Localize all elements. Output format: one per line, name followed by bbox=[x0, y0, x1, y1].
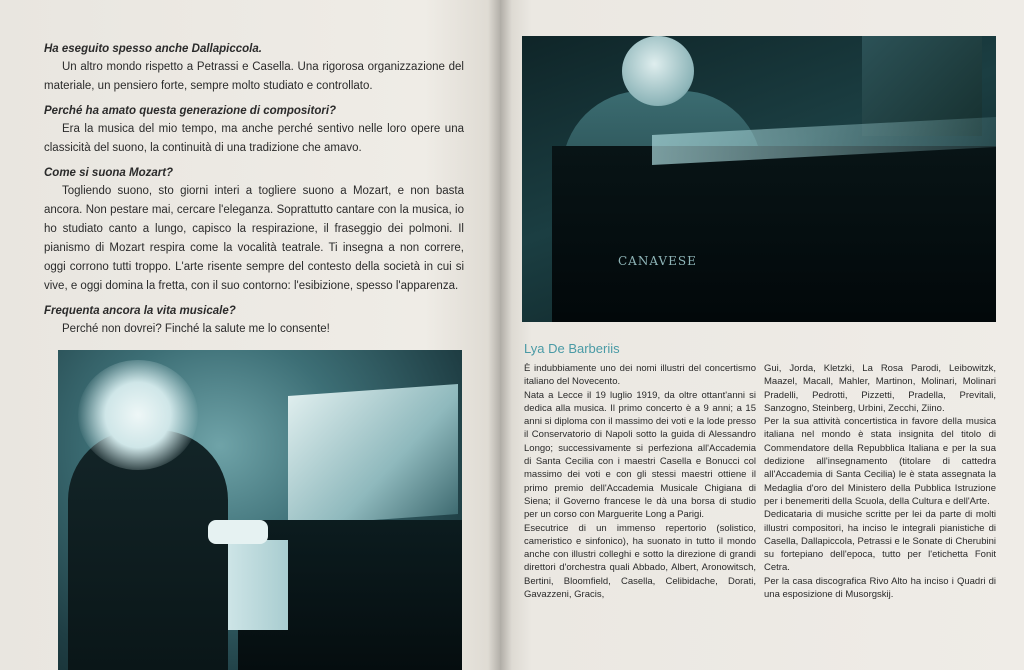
pianist-photo-left bbox=[58, 350, 462, 670]
question: Perché ha amato questa generazione di compositori? bbox=[44, 105, 337, 117]
bio-paragraph: È indubbiamente uno dei nomi illustri del concertismo italiano del Novecento. bbox=[524, 363, 756, 388]
grand-piano bbox=[552, 146, 996, 322]
question: Frequenta ancora la vita musicale? bbox=[44, 305, 236, 317]
bio-column-2 bbox=[764, 362, 996, 601]
left-page bbox=[0, 0, 500, 670]
answer: Togliendo suono, sto giorni interi a togliere suono a Mozart, e non basta ancora. Non pestare mai, cercare l'eleganza. Soprattutto cantare con la musica, io ho studiato canto a lungo, capisco la respirazione, il fraseggio dei polmoni. Il pianismo di Mozart respira come la vocalità teatrale. Ti insegna a non correre, oggi corrono tutti troppo. L'arte risente sempre del contesto della società in cui si vive, e oggi domina la fretta, con il suo contorno: l'esibizione, spesso l'apparenza. bbox=[44, 185, 464, 292]
bio-column-1 bbox=[524, 362, 756, 601]
bio-paragraph: Dedicataria di musiche scritte per lei da parte di molti illustri compositori, ha inciso le integrali pianistiche di Casella, Dallapiccola, Petrassi e le Sonate di Cherubini su fortepiano dell'epoca, tutto per l'etichetta Fonit Cetra. bbox=[764, 509, 996, 574]
pianist-head bbox=[622, 36, 694, 106]
pianist-hair bbox=[78, 360, 198, 470]
bio-paragraph: Gui, Jorda, Kletzki, La Rosa Parodi, Leibowitzk, Maazel, Macall, Mahler, Martinon, Molinari, Molinari Pradelli, Pedrotti, Pizzetti, Pradella, Previtali, Sanzogno, Steinberg, Urbini, Zecchi, Ziino. bbox=[764, 363, 996, 414]
qa-block bbox=[44, 40, 464, 96]
qa-block bbox=[44, 164, 464, 296]
piano-brand-label: CANAVESE bbox=[618, 254, 697, 268]
bio-paragraph: Esecutrice di un immenso repertorio (solistico, cameristico e sinfonico), ha suonato in tutto il mondo anche con illustri colleghi e sotto la direzione di grandi direttori d'orchestra quali Abbado, Albert, Aronowitsch, Bertini, Bloomfield, Casella, Celibidache, Dorati, Gavazzeni, Gracis, bbox=[524, 522, 756, 601]
bio-paragraph: Nata a Lecce il 19 luglio 1919, da oltre ottant'anni si dedica alla musica. Il primo concerto è a 9 anni; a 15 anni si diploma con il massimo dei voti e la lode presso il Conservatorio di Napoli sotto la guida di Alessandro Longo; successivamente si perfeziona all'Accademia di Santa Cecilia con i maestri Casella e Bonucci col massimo dei voti e con gli stessi maestri ottiene il primo premio dell'Accademia Musicale Chigiana di Siena; il Governo francese le dà una borsa di studio per un corso con Marguerite Long a Parigi. bbox=[524, 389, 756, 521]
right-page bbox=[500, 0, 1024, 670]
answer: Era la musica del mio tempo, ma anche perché sentivo nelle loro opere una classicità del suono, la continuità di una tradizione che amavo. bbox=[44, 123, 464, 154]
question: Come si suona Mozart? bbox=[44, 167, 174, 179]
bio-paragraph: Per la casa discografica Rivo Alto ha inciso i Quadri di una esposizione di Musorgskij. bbox=[764, 575, 996, 601]
answer: Perché non dovrei? Finché la salute me lo consente! bbox=[62, 323, 330, 335]
qa-block bbox=[44, 302, 464, 339]
pianist-photo-right bbox=[522, 36, 996, 322]
question: Ha eseguito spesso anche Dallapiccola. bbox=[44, 43, 262, 55]
bio-paragraph: Per la sua attività concertistica in favore della musica italiana nel mondo è stata insignita del titolo di Commendatore della Repubblica Italiana e per la sua dedizione all'insegnamento (titolare di cattedra all'Accademia di Santa Cecilia) le è stata assegnata la Medaglia d'oro del Ministero della Pubblica Istruzione per i benemeriti della Scuola, della Cultura e dell'Arte. bbox=[764, 416, 996, 507]
qa-block bbox=[44, 102, 464, 158]
interview-text bbox=[44, 40, 464, 345]
book-gutter bbox=[488, 0, 512, 670]
piano-lid bbox=[288, 384, 458, 526]
bio-title: Lya De Barberiis bbox=[524, 341, 620, 356]
pianist-hands bbox=[208, 520, 268, 544]
answer: Un altro mondo rispetto a Petrassi e Casella. Una rigorosa organizzazione del materiale, un pensiero forte, sempre molto studiato e controllato. bbox=[44, 61, 464, 92]
